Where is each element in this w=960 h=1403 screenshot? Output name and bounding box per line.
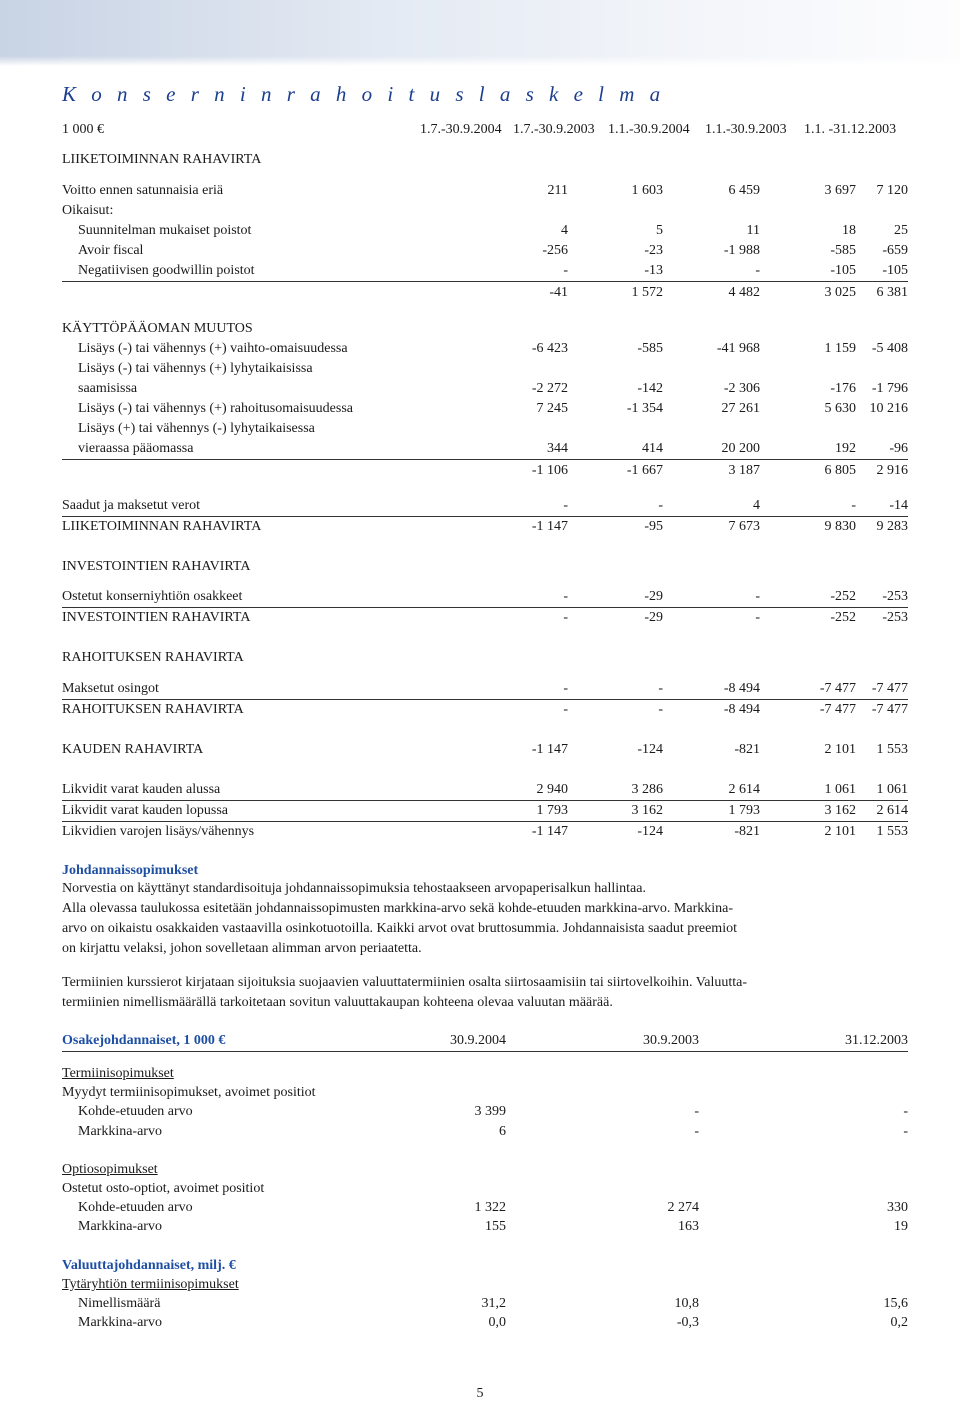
period-header: 1.7.-30.9.2004 (420, 122, 502, 137)
value-cell: -5 408 (871, 341, 908, 356)
total-row (62, 517, 908, 537)
table-row (62, 1198, 908, 1218)
subtotal-row (62, 461, 908, 481)
value-cell: 19 (894, 1219, 908, 1234)
total-row (62, 608, 908, 628)
total-row (62, 822, 908, 842)
row-label: Valuuttajohdannaiset, milj. € (62, 1258, 236, 1273)
row-label: vieraassa pääomassa (78, 441, 194, 456)
value-cell: 6 805 (824, 463, 856, 478)
paragraph-line: termiinien nimellismäärällä tarkoitetaan sovitun valuuttakaupan kohteena olevaa valuutan määrää. (62, 995, 613, 1010)
row-label: Likvidit varat kauden lopussa (62, 803, 229, 818)
value-cell: -1 106 (531, 463, 568, 478)
value-cell: - (563, 589, 568, 604)
table-row (62, 261, 908, 282)
value-cell: -1 147 (531, 519, 568, 534)
section-heading (62, 648, 908, 668)
value-cell: 1 572 (631, 285, 663, 300)
document-title: K o n s e r n i n r a h o i t u s l a s k e l m a (62, 82, 666, 106)
value-cell: -29 (644, 610, 663, 625)
row-label: Oikaisut: (62, 203, 114, 218)
value-cell: -7 477 (819, 681, 856, 696)
value-cell: -176 (830, 381, 856, 396)
section-heading (62, 150, 908, 170)
value-cell: 2 274 (667, 1200, 699, 1215)
value-cell: 192 (835, 441, 856, 456)
value-cell: - (658, 702, 663, 717)
derivatives-table-header (62, 1031, 908, 1052)
value-cell: -124 (637, 742, 663, 757)
value-cell: - (563, 263, 568, 278)
row-label: Markkina-arvo (78, 1124, 162, 1139)
table-row (62, 1083, 908, 1103)
value-cell: 414 (642, 441, 663, 456)
table-row (62, 399, 908, 419)
value-cell: 4 482 (728, 285, 760, 300)
value-cell: - (658, 681, 663, 696)
value-cell: 11 (746, 223, 760, 238)
row-label: Lisäys (-) tai vähennys (+) lyhytaikaisissa (78, 361, 313, 376)
row-label: INVESTOINTIEN RAHAVIRTA (62, 610, 251, 625)
row-label: KÄYTTÖPÄÄOMAN MUUTOS (62, 321, 253, 336)
value-cell: 1 553 (876, 824, 908, 839)
value-cell: 4 (561, 223, 568, 238)
value-cell: 3 162 (631, 803, 663, 818)
row-label: LIIKETOIMINNAN RAHAVIRTA (62, 519, 262, 534)
period-header: 1.1.-30.9.2004 (608, 122, 690, 137)
row-label: Termiinisopimukset (62, 1066, 174, 1081)
page-number: 5 (476, 1386, 484, 1401)
value-cell: 3 399 (474, 1104, 506, 1119)
value-cell: -2 306 (723, 381, 760, 396)
table-row (62, 1122, 908, 1142)
table-row (62, 679, 908, 700)
value-cell: -256 (542, 243, 568, 258)
value-cell: 20 200 (721, 441, 760, 456)
subsection-heading (62, 1064, 908, 1084)
value-cell: 0,0 (488, 1315, 506, 1330)
value-cell: 2 614 (728, 782, 760, 797)
value-cell: - (755, 589, 760, 604)
derivatives-heading: Johdannaissopimukset (62, 863, 199, 878)
table-row (62, 241, 908, 261)
value-cell: - (851, 498, 856, 513)
value-cell: -1 988 (723, 243, 760, 258)
paragraph-line: Alla olevassa taulukossa esitetään johdannaissopimusten markkina-arvo sekä kohde-etuuden markkina-arvo. Markkina- (62, 901, 734, 916)
table-row (62, 181, 908, 201)
value-cell: 2 614 (876, 803, 908, 818)
derivatives-table-title: Osakejohdannaiset, 1 000 € (62, 1033, 226, 1048)
value-cell: 3 286 (631, 782, 663, 797)
date-header: 30.9.2004 (450, 1033, 506, 1048)
table-row (62, 1294, 908, 1314)
value-cell: -105 (882, 263, 908, 278)
value-cell: -142 (637, 381, 663, 396)
row-label: Tytäryhtiön termiinisopimukset (62, 1277, 239, 1292)
value-cell: - (694, 1124, 699, 1139)
row-label: Likvidien varojen lisäys/vähennys (62, 824, 255, 839)
value-cell: -13 (644, 263, 663, 278)
table-row (62, 496, 908, 517)
row-label: saamisissa (78, 381, 138, 396)
value-cell: 18 (842, 223, 856, 238)
table-row (62, 419, 908, 439)
header-gradient-band (0, 0, 960, 66)
table-row (62, 1313, 908, 1333)
value-cell: -7 477 (871, 681, 908, 696)
value-cell: -8 494 (723, 702, 760, 717)
paragraph-line: Norvestia on käyttänyt standardisoituja johdannaissopimuksia tehostaakseen arvopaperisalkun hallintaa. (62, 881, 646, 896)
value-cell: 6 (499, 1124, 506, 1139)
value-cell: 3 162 (824, 803, 856, 818)
section-heading (62, 557, 908, 577)
table-row (62, 587, 908, 608)
value-cell: 15,6 (883, 1296, 908, 1311)
value-cell: 6 459 (728, 183, 760, 198)
value-cell: - (903, 1124, 908, 1139)
value-cell: -0,3 (676, 1315, 699, 1330)
value-cell: 2 916 (876, 463, 908, 478)
table-row (62, 359, 908, 379)
value-cell: 7 245 (536, 401, 568, 416)
row-label: Lisäys (+) tai vähennys (-) lyhytaikaisessa (78, 421, 315, 436)
value-cell: -105 (830, 263, 856, 278)
table-row (62, 1102, 908, 1122)
table-row (62, 379, 908, 399)
paragraph-line: arvo on oikaistu osakkaiden vastaavilla osinkotuotoilla. Kaikki arvot ovat bruttosummia. Johdannaisista saadut preemiot (62, 921, 737, 936)
table-row (62, 780, 908, 801)
subsection-heading (62, 1275, 908, 1295)
table-row (62, 801, 908, 822)
value-cell: -7 477 (819, 702, 856, 717)
value-cell: -585 (637, 341, 663, 356)
row-label: Likvidit varat kauden alussa (62, 782, 221, 797)
value-cell: 3 025 (824, 285, 856, 300)
total-row (62, 700, 908, 720)
value-cell: 0,2 (890, 1315, 908, 1330)
value-cell: 1 793 (536, 803, 568, 818)
value-cell: 10 216 (869, 401, 908, 416)
row-label: Negatiivisen goodwillin poistot (78, 263, 255, 278)
row-label: Lisäys (-) tai vähennys (+) rahoitusomaisuudessa (78, 401, 353, 416)
value-cell: 155 (485, 1219, 506, 1234)
value-cell: 6 381 (876, 285, 908, 300)
row-label: INVESTOINTIEN RAHAVIRTA (62, 559, 251, 574)
date-header: 31.12.2003 (845, 1033, 908, 1048)
value-cell: -253 (882, 589, 908, 604)
row-label: Kohde-etuuden arvo (78, 1104, 193, 1119)
row-label: KAUDEN RAHAVIRTA (62, 742, 204, 757)
row-label: RAHOITUKSEN RAHAVIRTA (62, 702, 244, 717)
value-cell: -253 (882, 610, 908, 625)
table-row (62, 1179, 908, 1199)
value-cell: 2 101 (824, 824, 856, 839)
value-cell: 7 673 (728, 519, 760, 534)
value-cell: 9 283 (876, 519, 908, 534)
value-cell: 9 830 (824, 519, 856, 534)
row-label: RAHOITUKSEN RAHAVIRTA (62, 650, 244, 665)
value-cell: -95 (644, 519, 663, 534)
table-row (62, 221, 908, 241)
row-label: Markkina-arvo (78, 1315, 162, 1330)
value-cell: -252 (830, 610, 856, 625)
value-cell: -1 147 (531, 742, 568, 757)
value-cell: 25 (894, 223, 908, 238)
value-cell: -14 (889, 498, 908, 513)
value-cell: - (563, 610, 568, 625)
value-cell: - (694, 1104, 699, 1119)
paragraph-line: on kirjattu velaksi, johon sovelletaan alimman arvon periaatetta. (62, 941, 422, 956)
value-cell: 1 603 (631, 183, 663, 198)
table-row (62, 1217, 908, 1237)
value-cell: 1 061 (824, 782, 856, 797)
subsection-heading (62, 1256, 908, 1276)
table-row (62, 439, 908, 460)
value-cell: -23 (644, 243, 663, 258)
value-cell: -29 (644, 589, 663, 604)
value-cell: - (563, 498, 568, 513)
period-header: 1.1.-30.9.2003 (705, 122, 787, 137)
row-label: Avoir fiscal (78, 243, 144, 258)
row-label: Lisäys (-) tai vähennys (+) vaihto-omaisuudessa (78, 341, 348, 356)
value-cell: -1 354 (626, 401, 663, 416)
period-header: 1.7.-30.9.2003 (513, 122, 595, 137)
subtotal-row (62, 283, 908, 303)
value-cell: - (755, 263, 760, 278)
value-cell: - (658, 498, 663, 513)
value-cell: 1 322 (474, 1200, 506, 1215)
row-label: Ostetut osto-optiot, avoimet positiot (62, 1181, 265, 1196)
total-row (62, 740, 908, 760)
section-heading (62, 861, 908, 881)
value-cell: -6 423 (531, 341, 568, 356)
value-cell: 3 697 (824, 183, 856, 198)
value-cell: 10,8 (674, 1296, 699, 1311)
value-cell: - (563, 681, 568, 696)
row-label: Kohde-etuuden arvo (78, 1200, 193, 1215)
value-cell: 27 261 (721, 401, 760, 416)
value-cell: 2 101 (824, 742, 856, 757)
value-cell: -821 (734, 824, 760, 839)
row-label: Nimellismäärä (78, 1296, 161, 1311)
value-cell: 1 793 (728, 803, 760, 818)
table-header-row (62, 120, 908, 140)
value-cell: -41 968 (716, 341, 760, 356)
value-cell: 7 120 (876, 183, 908, 198)
row-label: Suunnitelman mukaiset poistot (78, 223, 252, 238)
table-row (62, 201, 908, 221)
value-cell: 344 (547, 441, 568, 456)
derivatives-paragraph-2 (62, 973, 862, 1013)
value-cell: 5 (656, 223, 663, 238)
value-cell: -1 147 (531, 824, 568, 839)
value-cell: - (563, 702, 568, 717)
value-cell: -821 (734, 742, 760, 757)
derivatives-paragraph-1 (62, 879, 862, 959)
row-label: Ostetut konserniyhtiön osakkeet (62, 589, 243, 604)
paragraph-line: Termiinien kurssierot kirjataan sijoituksia suojaavien valuuttatermiinien osalta siirtosaamisiin tai siirtovelkoihin. Valuutta- (62, 975, 748, 990)
value-cell: -124 (637, 824, 663, 839)
date-header: 30.9.2003 (643, 1033, 699, 1048)
value-cell: - (903, 1104, 908, 1119)
row-label: Optiosopimukset (62, 1162, 158, 1177)
row-label: Saadut ja maksetut verot (62, 498, 201, 513)
value-cell: 330 (887, 1200, 908, 1215)
value-cell: -7 477 (871, 702, 908, 717)
value-cell: -8 494 (723, 681, 760, 696)
value-cell: 4 (753, 498, 760, 513)
row-label: Markkina-arvo (78, 1219, 162, 1234)
value-cell: 2 940 (536, 782, 568, 797)
value-cell: 1 553 (876, 742, 908, 757)
value-cell: 31,2 (481, 1296, 506, 1311)
value-cell: - (755, 610, 760, 625)
value-cell: -659 (882, 243, 908, 258)
subsection-heading (62, 1160, 908, 1180)
value-cell: 163 (678, 1219, 699, 1234)
value-cell: 3 187 (728, 463, 760, 478)
value-cell: -1 667 (626, 463, 663, 478)
value-cell: -96 (889, 441, 908, 456)
value-cell: -1 796 (871, 381, 908, 396)
row-label: LIIKETOIMINNAN RAHAVIRTA (62, 152, 262, 167)
value-cell: -585 (830, 243, 856, 258)
row-label: Maksetut osingot (62, 681, 159, 696)
value-cell: -2 272 (531, 381, 568, 396)
value-cell: -41 (549, 285, 568, 300)
row-label: Myydyt termiinisopimukset, avoimet positiot (62, 1085, 316, 1100)
value-cell: 5 630 (824, 401, 856, 416)
row-label: Voitto ennen satunnaisia eriä (62, 183, 224, 198)
value-cell: 1 159 (824, 341, 856, 356)
value-cell: 1 061 (876, 782, 908, 797)
section-heading (62, 319, 908, 339)
table-row (62, 339, 908, 359)
unit-label: 1 000 € (62, 122, 104, 137)
period-header: 1.1. -31.12.2003 (804, 122, 897, 137)
value-cell: -252 (830, 589, 856, 604)
value-cell: 211 (547, 183, 568, 198)
